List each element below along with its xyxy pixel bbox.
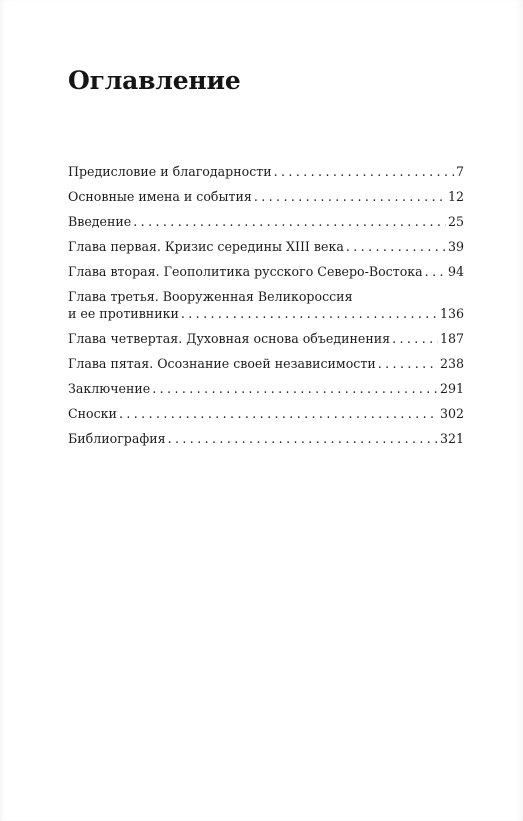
toc-entry-label: Глава четвертая. Духовная основа объединения: [68, 331, 391, 346]
table-of-contents: [68, 163, 464, 455]
toc-entry-label: Предисловие и благодарности: [68, 164, 272, 179]
dot-leader: [378, 355, 438, 372]
toc-entry-page: 12: [447, 189, 464, 204]
toc-entry-introduction: [68, 213, 464, 230]
toc-entry-page: 7: [455, 164, 464, 179]
toc-entry-page: 136: [439, 306, 464, 321]
toc-entry-bibliography: [68, 430, 464, 447]
toc-entry-label-line1: Глава третья. Вооруженная Великороссия: [68, 289, 353, 304]
toc-entry-label: и ее противники: [68, 306, 179, 321]
toc-entry-label: Глава вторая. Геополитика русского Северо-Востока: [68, 264, 423, 279]
toc-entry-label: Сноски: [68, 406, 117, 421]
dot-leader: [133, 213, 446, 230]
dot-leader: [168, 430, 438, 447]
dot-leader: [181, 305, 438, 322]
toc-entry-page: 321: [439, 431, 464, 446]
toc-entry-page: 291: [439, 381, 464, 396]
dot-leader: [119, 405, 438, 422]
dot-leader: [425, 263, 446, 280]
toc-entry-preface: [68, 163, 464, 180]
toc-entry-label: Заключение: [68, 381, 151, 396]
toc-entry-names-events: [68, 188, 464, 205]
toc-entry-chapter-4: [68, 330, 464, 347]
toc-entry-page: 302: [439, 406, 464, 421]
toc-entry-label: Основные имена и события: [68, 189, 252, 204]
toc-entry-page: 25: [447, 214, 464, 229]
dot-leader: [274, 163, 454, 180]
toc-entry-chapter-2: [68, 263, 464, 280]
toc-entry-page: 94: [447, 264, 464, 279]
toc-entry-label: Глава пятая. Осознание своей независимости: [68, 356, 376, 371]
dot-leader: [346, 238, 446, 255]
dot-leader: [254, 188, 446, 205]
toc-entry-conclusion: [68, 380, 464, 397]
toc-entry-label: Библиография: [68, 431, 166, 446]
toc-entry-label: Введение: [68, 214, 132, 229]
dot-leader: [392, 330, 438, 347]
toc-entry-page: 187: [439, 331, 464, 346]
toc-entry-chapter-5: [68, 355, 464, 372]
page-title: Оглавление: [68, 66, 241, 95]
toc-entry-chapter-1: [68, 238, 464, 255]
toc-entry-chapter-3: [68, 288, 464, 322]
toc-entry-page: 238: [439, 356, 464, 371]
dot-leader: [152, 380, 438, 397]
toc-entry-label: Глава первая. Кризис середины XIII века: [68, 239, 344, 254]
toc-entry-notes: [68, 405, 464, 422]
toc-entry-page: 39: [447, 239, 464, 254]
